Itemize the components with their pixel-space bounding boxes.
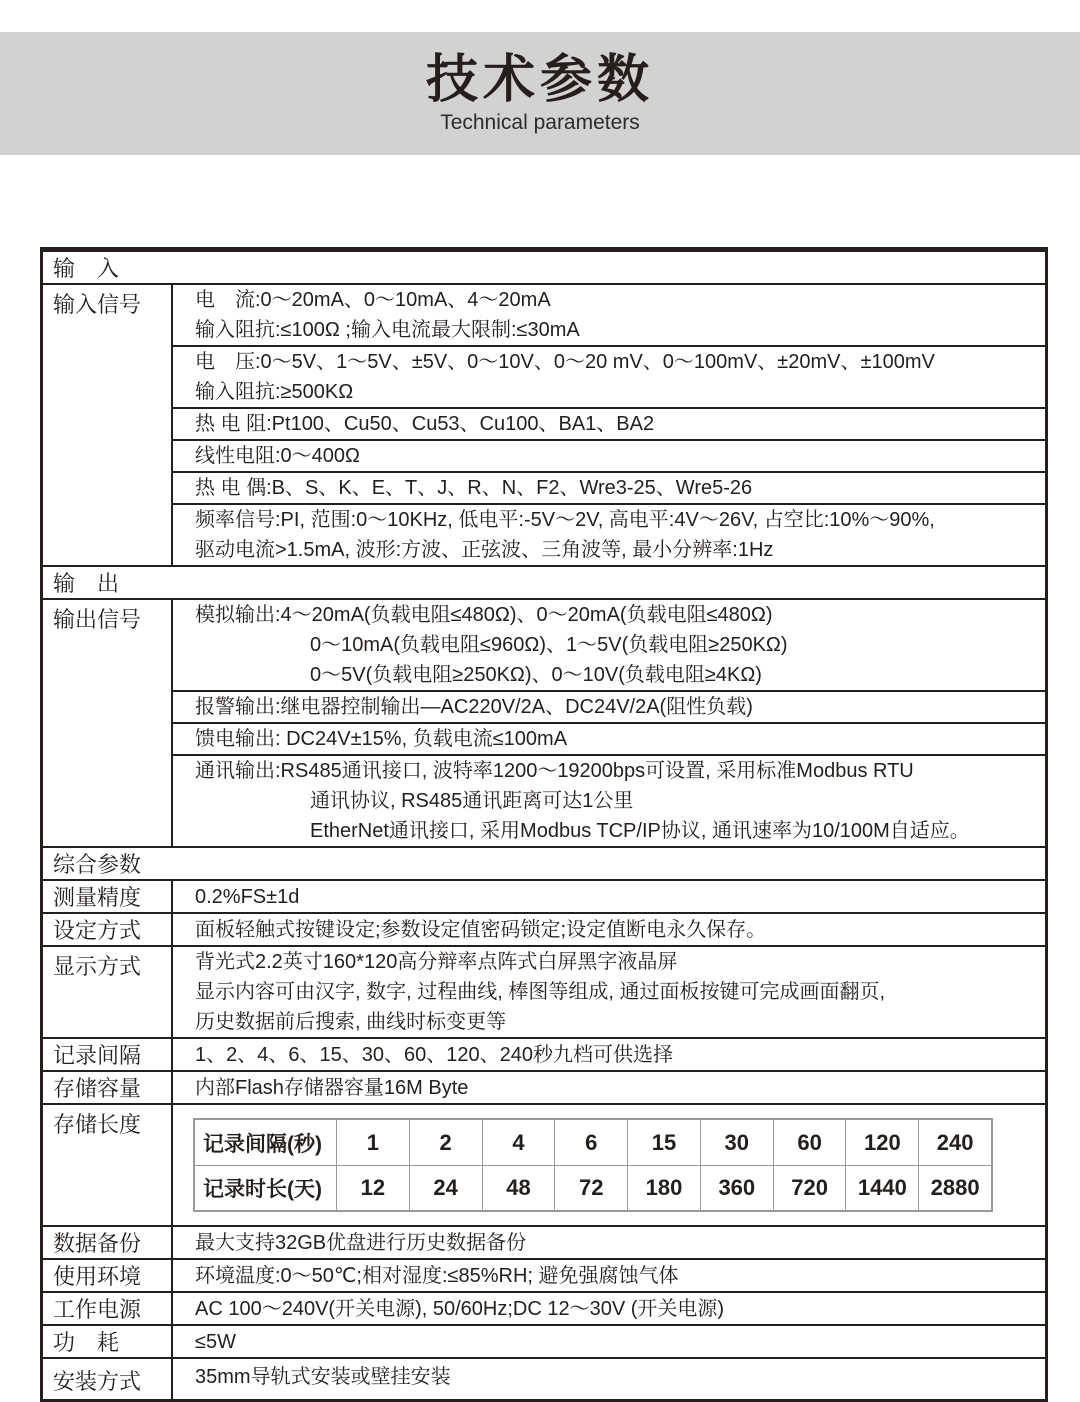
- display-label: 显示方式: [43, 947, 173, 1037]
- current-spec-line1: 电 流:0～20mA、0～10mA、4～20mA: [195, 289, 551, 311]
- linear-resistance-spec: 线性电阻:0～400Ω: [195, 445, 360, 467]
- interval-value: 15: [628, 1120, 701, 1165]
- storage-length-label: 存储长度: [43, 1105, 173, 1225]
- power-supply-value: AC 100～240V(开关电源), 50/60Hz;DC 12～30V (开关电源): [195, 1297, 725, 1320]
- row-storage-length: [43, 1103, 1045, 1225]
- comm-output-line3: EtherNet通讯接口, 采用Modbus TCP/IP协议, 通讯速率为10/100M自适应。: [310, 820, 970, 842]
- input-signal-content: [173, 285, 1045, 565]
- current-spec-line2: 输入阻抗:≤100Ω ;输入电流最大限制:≤30mA: [195, 319, 580, 341]
- row-power-supply: [43, 1291, 1045, 1324]
- row-output-signal: [43, 598, 1045, 846]
- environment-value: 环境温度:0～50℃;相对湿度:≤85%RH; 避免强腐蚀气体: [195, 1264, 679, 1287]
- row-mounting: [43, 1357, 1045, 1399]
- row-record-interval: [43, 1037, 1045, 1070]
- row-data-backup: [43, 1225, 1045, 1258]
- comm-output-line2: 通讯协议, RS485通讯距离可达1公里: [310, 790, 634, 812]
- row-input-signal: [43, 283, 1045, 565]
- power-supply-label: 工作电源: [43, 1293, 173, 1324]
- title-banner: [0, 32, 1080, 155]
- interval-value: 2: [410, 1120, 483, 1165]
- display-line3: 历史数据前后搜索, 曲线时标变更等: [195, 1011, 507, 1033]
- duration-value: 48: [483, 1166, 556, 1210]
- mounting-value: 35mm导轨式安装或壁挂安装: [195, 1366, 451, 1388]
- accuracy-label: 测量精度: [43, 881, 173, 912]
- storage-capacity-label: 存储容量: [43, 1072, 173, 1103]
- mounting-label: 安装方式: [43, 1359, 173, 1399]
- display-line1: 背光式2.2英寸160*120高分辩率点阵式白屏黑字液晶屏: [195, 951, 678, 973]
- subrow-rtd: [173, 407, 1045, 439]
- comm-output-line1: 通讯输出:RS485通讯接口, 波特率1200～19200bps可设置, 采用标准Modbus RTU: [195, 760, 914, 782]
- duration-value: 12: [337, 1166, 410, 1210]
- accuracy-value: 0.2%FS±1d: [195, 885, 300, 908]
- duration-value: 1440: [846, 1166, 919, 1210]
- analog-output-line1: 模拟输出:4～20mA(负载电阻≤480Ω)、0～20mA(负载电阻≤480Ω): [195, 604, 773, 626]
- section-header-general: 综合参数: [43, 846, 1045, 879]
- setting-value: 面板轻触式按键设定;参数设定值密码锁定;设定值断电永久保存。: [195, 918, 767, 941]
- storage-capacity-value: 内部Flash存储器容量16M Byte: [195, 1076, 469, 1099]
- data-backup-value: 最大支持32GB优盘进行历史数据备份: [195, 1231, 527, 1254]
- voltage-spec-line1: 电 压:0～5V、1～5V、±5V、0～10V、0～20 mV、0～100mV、±20mV、±100mV: [195, 351, 935, 373]
- consumption-value: ≤5W: [195, 1330, 236, 1353]
- environment-label: 使用环境: [43, 1260, 173, 1291]
- spec-table: [40, 247, 1048, 1402]
- frequency-spec-line2: 驱动电流>1.5mA, 波形:方波、正弦波、三角波等, 最小分辨率:1Hz: [195, 539, 774, 561]
- frequency-spec-line1: 频率信号:PI, 范围:0～10KHz, 低电平:-5V～2V, 高电平:4V～26V, 占空比:10%～90%,: [195, 509, 935, 531]
- voltage-spec-line2: 输入阻抗:≥500KΩ: [195, 381, 354, 403]
- storage-duration-row-label: 记录时长(天): [195, 1166, 337, 1210]
- subrow-linear-resistance: [173, 439, 1045, 471]
- subrow-feed-output: [173, 722, 1045, 754]
- duration-value: 360: [701, 1166, 774, 1210]
- duration-value: 180: [628, 1166, 701, 1210]
- output-signal-content: [173, 600, 1045, 846]
- consumption-label: 功 耗: [43, 1326, 173, 1357]
- analog-output-line2: 0～10mA(负载电阻≤960Ω)、1～5V(负载电阻≥250KΩ): [310, 634, 788, 656]
- row-label-input-signal: 输入信号: [43, 285, 173, 565]
- section-header-input: 输 入: [43, 250, 1045, 283]
- subrow-thermocouple: [173, 471, 1045, 503]
- storage-duration-row: [195, 1165, 991, 1210]
- interval-value: 1: [337, 1120, 410, 1165]
- data-backup-label: 数据备份: [43, 1227, 173, 1258]
- interval-value: 240: [936, 1129, 974, 1155]
- row-label-output-signal: 输出信号: [43, 600, 173, 846]
- row-setting: [43, 912, 1045, 945]
- alarm-output-spec: 报警输出:继电器控制输出—AC220V/2A、DC24V/2A(阻性负载): [195, 696, 753, 718]
- interval-value: 4: [483, 1120, 556, 1165]
- storage-length-content: [173, 1105, 1045, 1225]
- duration-value: 2880: [930, 1175, 980, 1200]
- rtd-spec: 热 电 阻:Pt100、Cu50、Cu53、Cu100、BA1、BA2: [195, 413, 655, 435]
- duration-value: 72: [555, 1166, 628, 1210]
- row-accuracy: [43, 879, 1045, 912]
- storage-interval-row: [195, 1120, 991, 1165]
- feed-output-spec: 馈电输出: DC24V±15%, 负载电流≤100mA: [195, 728, 568, 750]
- record-interval-label: 记录间隔: [43, 1039, 173, 1070]
- row-display: [43, 945, 1045, 1037]
- duration-value: 720: [774, 1166, 847, 1210]
- row-storage-capacity: [43, 1070, 1045, 1103]
- row-environment: [43, 1258, 1045, 1291]
- interval-value: 60: [774, 1120, 847, 1165]
- subrow-voltage: [173, 345, 1045, 407]
- subrow-current: [173, 285, 1045, 345]
- interval-value: 30: [701, 1120, 774, 1165]
- duration-value: 24: [410, 1166, 483, 1210]
- setting-label: 设定方式: [43, 914, 173, 945]
- subrow-comm-output: [173, 754, 1045, 846]
- storage-interval-row-label: 记录间隔(秒): [195, 1120, 337, 1165]
- display-line2: 显示内容可由汉字, 数字, 过程曲线, 棒图等组成, 通过面板按键可完成画面翻页,: [195, 981, 886, 1003]
- analog-output-line3: 0～5V(负载电阻≥250KΩ)、0～10V(负载电阻≥4KΩ): [310, 664, 762, 686]
- section-header-output: 输 出: [43, 565, 1045, 598]
- subrow-frequency: [173, 503, 1045, 565]
- page-subtitle: Technical parameters: [440, 111, 640, 135]
- interval-value: 6: [555, 1120, 628, 1165]
- thermocouple-spec: 热 电 偶:B、S、K、E、T、J、R、N、F2、Wre3-25、Wre5-26: [195, 477, 753, 499]
- storage-duration-table: [193, 1118, 993, 1212]
- record-interval-value: 1、2、4、6、15、30、60、120、240秒九档可供选择: [195, 1043, 673, 1066]
- page-title: 技术参数: [425, 50, 654, 109]
- row-consumption: [43, 1324, 1045, 1357]
- subrow-analog-output: [173, 600, 1045, 690]
- subrow-alarm-output: [173, 690, 1045, 722]
- interval-value: 120: [846, 1120, 919, 1165]
